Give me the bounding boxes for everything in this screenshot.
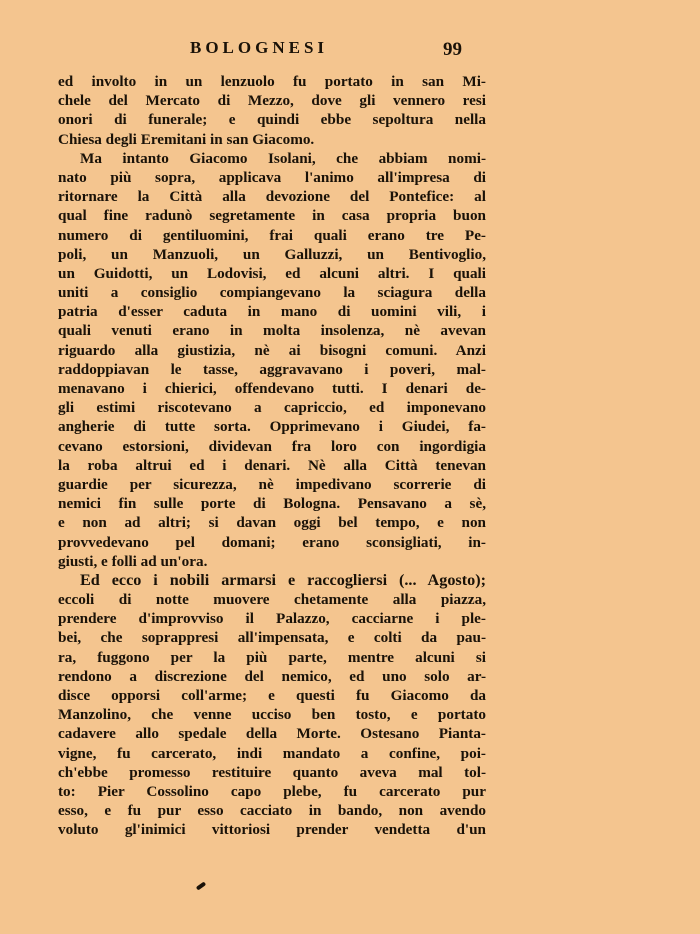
body-text <box>58 72 486 840</box>
text-line: nemici fin sulle porte di Bologna. Pensavano a sè, <box>58 495 486 513</box>
text-line: ch'ebbe promesso restituire quanto aveva mal tol- <box>58 763 486 781</box>
text-line: cevano estorsioni, dividevan fra loro con ingordigia <box>58 437 486 455</box>
text-line: angherie di tutte sorta. Opprimevano i Giudei, fa- <box>58 418 486 436</box>
text-line: chele del Mercato di Mezzo, dove gli vennero resi <box>58 92 486 110</box>
page-number: 99 <box>443 39 462 60</box>
text-line: cadavere allo spedale della Morte. Ostesano Pianta- <box>58 725 486 743</box>
text-line: patria d'esser caduta in mano di uomini vili, i <box>58 303 486 321</box>
text-line: Chiesa degli Eremitani in san Giacomo. <box>58 130 315 148</box>
running-head <box>0 0 700 70</box>
text-line: la roba altrui ed i denari. Nè alla Città tenevan <box>58 456 486 474</box>
text-line: Ed ecco i nobili armarsi e raccogliersi (... Agosto); <box>80 570 486 589</box>
text-line: un Guidotti, un Lodovisi, ed alcuni altri. I quali <box>58 264 486 282</box>
text-line: e non ad altri; si davan oggi bel tempo, e non <box>58 514 486 532</box>
text-line: guardie per sicurezza, nè impedivano scorrerie di <box>58 475 486 493</box>
text-line: bei, che soprappresi all'impensata, e colti da pau- <box>58 629 486 647</box>
text-line: rendono a discrezione del nemico, ed uno solo ar- <box>58 667 486 685</box>
text-line: raddoppiavan le tasse, aggravavano i poveri, mal- <box>58 360 486 378</box>
text-line: ed involto in un lenzuolo fu portato in san Mi- <box>58 73 486 90</box>
text-line: menavano i chierici, offendevano tutti. I denari de- <box>58 380 486 397</box>
text-line: uniti a consiglio compiangevano la sciagura della <box>58 284 486 302</box>
text-line: giusti, e folli ad un'ora. <box>58 552 208 570</box>
text-line: voluto gl'inimici vittoriosi prender vendetta d'un <box>58 821 486 839</box>
text-line: qual fine radunò segretamente in casa propria buon <box>58 207 486 225</box>
text-line: provvedevano pel domani; erano sconsigliati, in- <box>58 533 486 551</box>
text-line: Manzolino, che venne ucciso ben tosto, e portato <box>58 706 486 724</box>
text-line: eccoli di notte muovere chetamente alla piazza, <box>58 591 486 609</box>
text-line: disce opporsi coll'arme; e questi fu Giacomo da <box>58 687 486 704</box>
text-line: to: Pier Cossolino capo plebe, fu carcerato pur <box>58 782 486 800</box>
text-line: riguardo alla giustizia, nè ai bisogni comuni. Anzi <box>58 341 486 359</box>
text-line: ra, fuggono per la più parte, mentre alcuni si <box>58 648 486 666</box>
ink-smudge <box>196 881 206 890</box>
text-line: prendere d'improvviso il Palazzo, cacciarne i ple- <box>58 610 486 628</box>
text-line: numero di gentiluomini, frai quali erano tre Pe- <box>58 226 486 244</box>
text-line: esso, e fu pur esso cacciato in bando, non avendo <box>58 802 486 820</box>
text-line: onori di funerale; e quindi ebbe sepoltura nella <box>58 111 486 129</box>
text-line: nato più sopra, applicava l'animo all'impresa di <box>58 168 486 186</box>
text-line: gli estimi riscotevano a capriccio, ed imponevano <box>58 399 486 417</box>
text-line: Ma intanto Giacomo Isolani, che abbiam nomi- <box>80 149 486 167</box>
running-title: BOLOGNESI <box>190 38 329 57</box>
text-line: quali venuti erano in molta insolenza, nè avevan <box>58 322 486 340</box>
text-line: vigne, fu carcerato, indi mandato a confine, poi- <box>58 744 486 762</box>
text-line: ritornare la Città alla devozione del Pontefice: al <box>58 188 486 206</box>
text-line: poli, un Manzuoli, un Galluzzi, un Bentivoglio, <box>58 245 486 263</box>
